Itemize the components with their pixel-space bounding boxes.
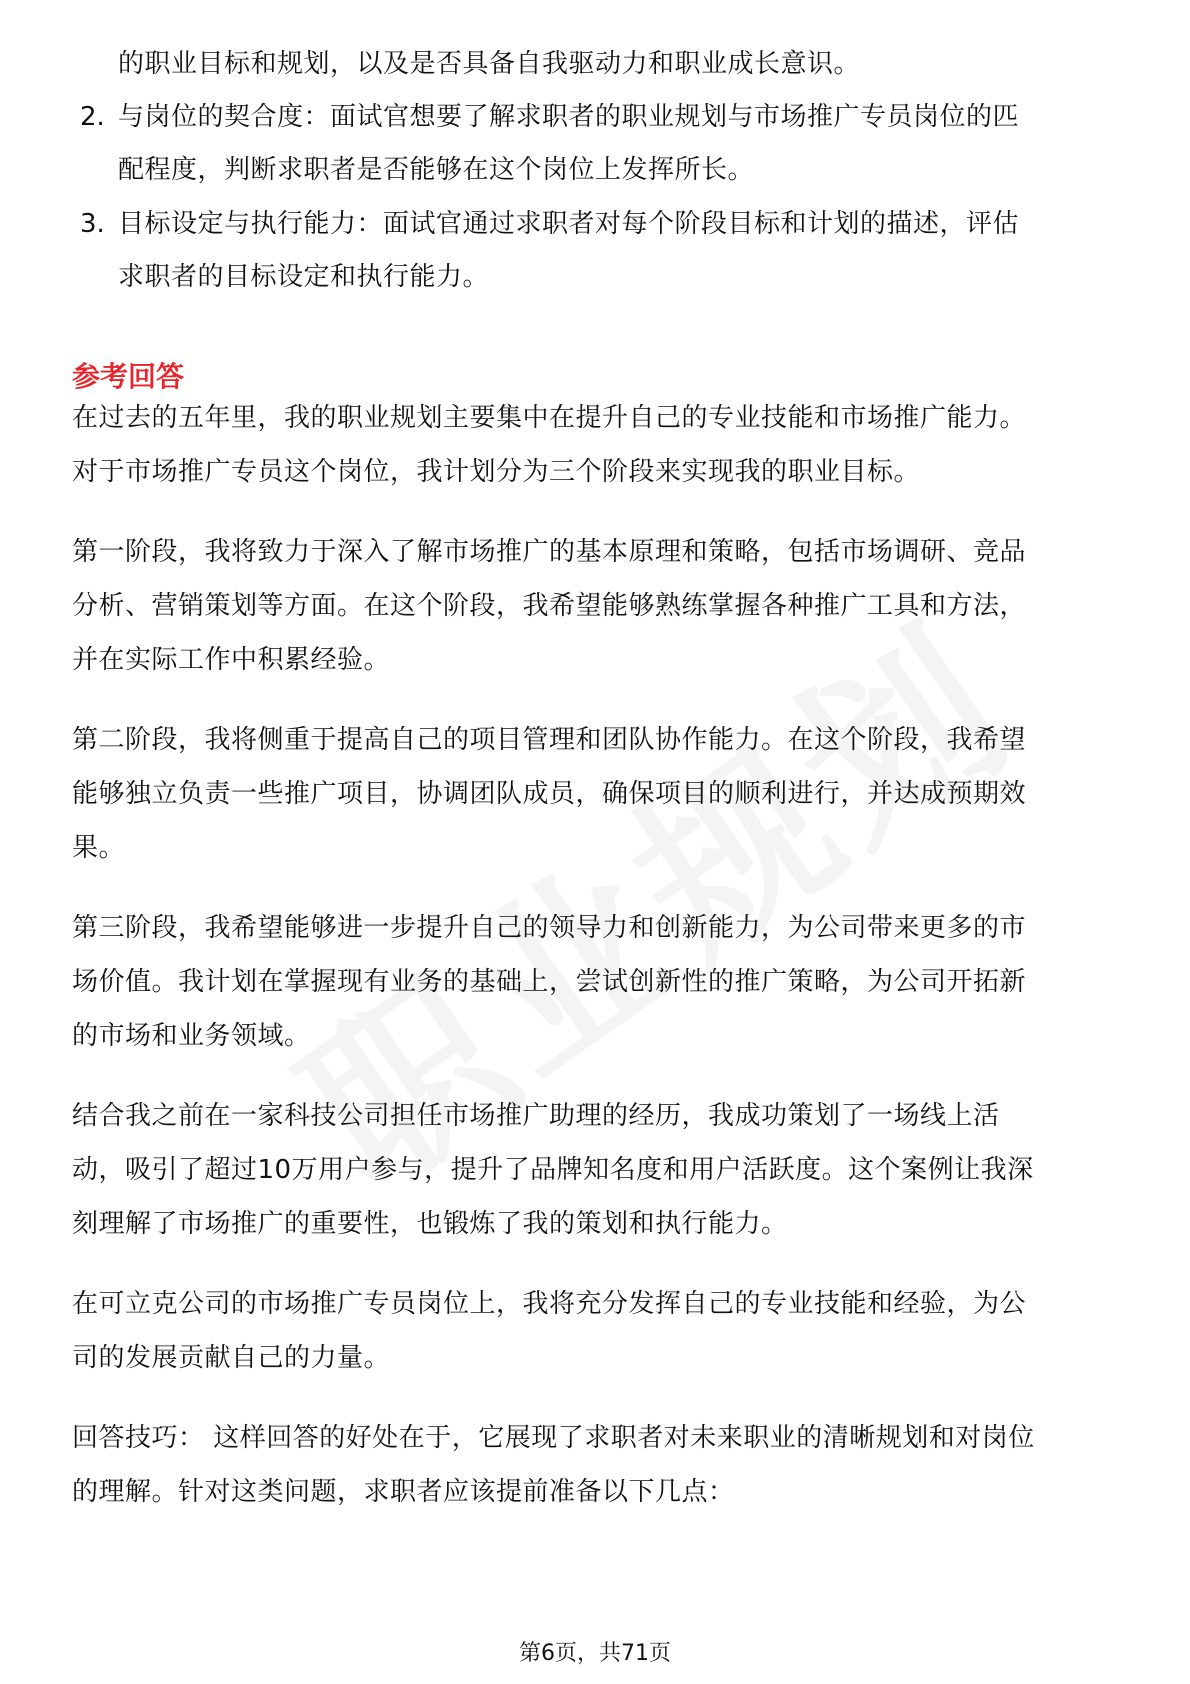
page-number: 第6页，共71页	[519, 1641, 671, 1666]
paragraph-line: 能够独立负责一些推广项目，协调团队成员，确保项目的顺利进行，并达成预期效	[72, 779, 1027, 809]
list-item-number: 2.	[80, 102, 105, 132]
paragraph-line: 刻理解了市场推广的重要性，也锻炼了我的策划和执行能力。	[72, 1209, 788, 1239]
paragraph-line: 对于市场推广专员这个岗位，我计划分为三个阶段来实现我的职业目标。	[72, 457, 921, 487]
section-title: 参考回答	[72, 360, 185, 393]
paragraph-line: 第三阶段，我希望能够进一步提升自己的领导力和创新能力，为公司带来更多的市	[72, 913, 1027, 943]
paragraph-line: 分析、营销策划等方面。在这个阶段，我希望能够熟练掌握各种推广工具和方法，	[72, 591, 1027, 621]
paragraph-line: 场价值。我计划在掌握现有业务的基础上，尝试创新性的推广策略，为公司开拓新	[72, 967, 1027, 997]
paragraph-line: 的市场和业务领域。	[72, 1021, 311, 1051]
list-item-text: 目标设定与执行能力：面试官通过求职者对每个阶段目标和计划的描述，评估	[118, 209, 1020, 239]
paragraph-line: 回答技巧： 这样回答的好处在于，它展现了求职者对未来职业的清晰规划和对岗位	[72, 1423, 1035, 1453]
paragraph-line: 结合我之前在一家科技公司担任市场推广助理的经历，我成功策划了一场线上活	[72, 1101, 1000, 1131]
paragraph-line: 第二阶段，我将侧重于提高自己的项目管理和团队协作能力。在这个阶段，我希望	[72, 725, 1027, 755]
paragraph-line: 动，吸引了超过10万用户参与，提升了品牌知名度和用户活跃度。这个案例让我深	[72, 1155, 1034, 1185]
list-continuation: 的职业目标和规划，以及是否具备自我驱动力和职业成长意识。	[118, 49, 861, 79]
paragraph-line: 在可立克公司的市场推广专员岗位上，我将充分发挥自己的专业技能和经验，为公	[72, 1289, 1027, 1319]
paragraph-line: 果。	[72, 833, 126, 863]
paragraph-line: 在过去的五年里，我的职业规划主要集中在提升自己的专业技能和市场推广能力。	[72, 403, 1027, 433]
paragraph-line: 的理解。针对这类问题，求职者应该提前准备以下几点：	[72, 1477, 735, 1507]
list-item-number: 3.	[80, 209, 105, 239]
paragraph-line: 第一阶段，我将致力于深入了解市场推广的基本原理和策略，包括市场调研、竞品	[72, 537, 1027, 567]
paragraph-line: 并在实际工作中积累经验。	[72, 645, 391, 675]
list-item-text: 求职者的目标设定和执行能力。	[118, 262, 490, 292]
list-item-text: 与岗位的契合度：面试官想要了解求职者的职业规划与市场推广专员岗位的匹	[118, 102, 1020, 132]
list-item-text: 配程度，判断求职者是否能够在这个岗位上发挥所长。	[118, 155, 755, 185]
paragraph-line: 司的发展贡献自己的力量。	[72, 1343, 391, 1373]
